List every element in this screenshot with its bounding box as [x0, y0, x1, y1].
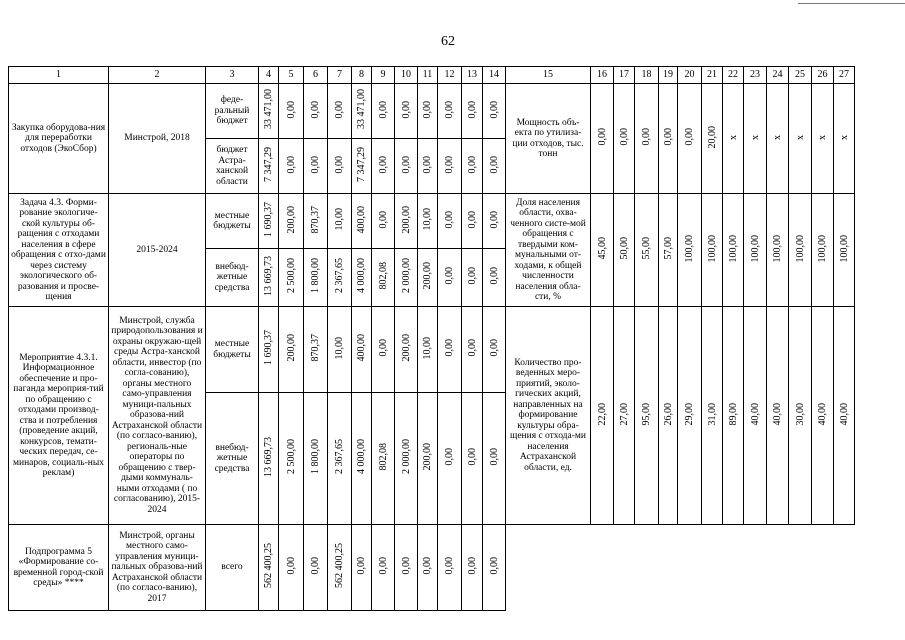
amount-cell-text: 0,00: [334, 155, 345, 173]
funding-source-cell: [206, 84, 259, 139]
amount-cell-text: 200,00: [285, 205, 297, 233]
amount-cell-text: 400,00: [356, 205, 367, 233]
amount-cell: [372, 84, 395, 139]
amount-cell-text: 0,00: [334, 100, 345, 118]
executor-cell: [109, 84, 206, 194]
amount-cell: [462, 525, 483, 611]
indicator-cell-text: Доля населения области, охва-ченного систе-мой обращения с твердыми ком-мунальными от-ходами, к общей численности населения обла-сти, %: [510, 197, 586, 302]
amount-cell-text: 4 000,00: [356, 258, 367, 294]
indicator-cell-text: Количество про-веденных меро-приятий, эколо-гических акций, направленных на формирование культуры обра-щения с отхода-ми населения Астраханской области, ед.: [510, 357, 586, 473]
amount-cell: [304, 84, 328, 139]
amount-cell: [395, 139, 418, 194]
amount-cell-text: 0,00: [422, 100, 433, 118]
indicator-value-cell: [767, 194, 789, 307]
amount-cell: [304, 194, 328, 249]
amount-cell-text: 0,00: [377, 339, 389, 357]
column-number: 7: [328, 67, 352, 84]
amount-cell: [418, 194, 438, 249]
amount-cell-text: 0,00: [356, 557, 367, 575]
column-number: 8: [352, 67, 372, 84]
amount-cell: [418, 84, 438, 139]
column-number: 11: [418, 67, 438, 84]
amount-cell-text: 200,00: [400, 334, 412, 362]
amount-cell-text: 0,00: [444, 100, 455, 118]
indicator-value-cell-text: 100,00: [706, 234, 718, 262]
amount-cell: [328, 393, 352, 525]
amount-cell: [372, 194, 395, 249]
amount-cell-text: 2 367,65: [334, 258, 345, 294]
amount-cell: [352, 84, 372, 139]
amount-cell: [259, 194, 279, 249]
indicator-cell: [506, 84, 591, 194]
amount-cell-text: 2 367,65: [334, 439, 345, 475]
indicator-cell: [506, 194, 591, 307]
top-edge-line: [798, 3, 905, 4]
amount-cell: [438, 139, 462, 194]
executor-cell: [109, 194, 206, 307]
indicator-value-cell: [723, 84, 744, 194]
table-row: [9, 307, 855, 393]
funding-source-cell: [206, 139, 259, 194]
indicator-value-cell: [767, 84, 789, 194]
amount-cell-text: 0,00: [310, 100, 321, 118]
amount-cell: [352, 393, 372, 525]
amount-cell-text: 200,00: [422, 443, 433, 471]
indicator-value-cell-text: 89,00: [727, 402, 739, 425]
amount-cell: [483, 139, 506, 194]
amount-cell-text: 0,00: [466, 557, 478, 575]
amount-cell-text: 0,00: [444, 339, 455, 357]
amount-cell: [395, 393, 418, 525]
amount-cell-text: 0,00: [444, 557, 455, 575]
amount-cell: [462, 307, 483, 393]
amount-cell: [328, 249, 352, 307]
indicator-value-cell: [812, 307, 834, 525]
indicator-value-cell: [591, 84, 614, 194]
indicator-value-cell: [702, 307, 723, 525]
amount-cell-text: 0,00: [400, 557, 412, 575]
amount-cell-text: 10,00: [422, 208, 433, 231]
indicator-value-cell: [723, 194, 744, 307]
funding-source-cell-text: местные бюджеты: [213, 339, 251, 360]
amount-cell: [395, 194, 418, 249]
indicator-value-cell-text: 0,00: [618, 128, 630, 146]
row-name-cell-text: Мероприятие 4.3.1. Информационное обеспечение и про-паганда мероприя-тий по обращению с отходами производ-ства и потребления (проведение акций, конкурсов, темати-ческих передач, се-минаров, социаль-ных реклам): [12, 352, 105, 478]
amount-cell: [279, 307, 304, 393]
column-number: 22: [723, 67, 744, 84]
column-number: 17: [614, 67, 635, 84]
funding-source-cell: [206, 393, 259, 525]
amount-cell: [352, 525, 372, 611]
amount-cell: [279, 84, 304, 139]
amount-cell: [259, 393, 279, 525]
indicator-value-cell: [635, 194, 659, 307]
indicator-value-cell-text: х: [749, 135, 761, 141]
amount-cell-text: 0,00: [466, 339, 478, 357]
budget-table: [8, 66, 855, 611]
indicator-value-cell-text: 30,00: [794, 402, 806, 425]
amount-cell-text: 2 000,00: [400, 439, 412, 475]
indicator-value-cell: [812, 194, 834, 307]
column-number: 4: [259, 67, 279, 84]
indicator-value-cell-text: 20,00: [706, 125, 718, 148]
amount-cell-text: 200,00: [422, 262, 433, 290]
row-name-cell-text: Задача 4.3. Форми-рование экологиче-ской культуры об-ращения с отходами населения в сфере обращения с отхо-дами через систему экологического об-разования и просве-щения: [11, 197, 106, 302]
column-number: 16: [591, 67, 614, 84]
amount-cell-text: 0,00: [377, 100, 389, 118]
indicator-value-cell: [812, 84, 834, 194]
amount-cell-text: 33 471,00: [356, 89, 367, 130]
amount-cell: [418, 525, 438, 611]
amount-cell-text: 0,00: [285, 557, 297, 575]
indicator-value-cell: [834, 84, 855, 194]
amount-cell: [483, 525, 506, 611]
indicator-value-cell-text: 27,00: [618, 402, 630, 425]
indicator-cell: [506, 307, 591, 525]
amount-cell: [279, 194, 304, 249]
amount-cell-text: 870,37: [310, 334, 321, 362]
amount-cell: [372, 139, 395, 194]
indicator-value-cell-text: 45,00: [596, 237, 608, 260]
funding-source-cell: [206, 249, 259, 307]
amount-cell: [438, 525, 462, 611]
column-number: 21: [702, 67, 723, 84]
amount-cell-text: 0,00: [377, 155, 389, 173]
amount-cell: [462, 194, 483, 249]
amount-cell-text: 0,00: [488, 339, 500, 357]
indicator-value-cell: [635, 307, 659, 525]
amount-cell: [483, 194, 506, 249]
indicator-value-cell-text: 57,00: [662, 237, 674, 260]
funding-source-cell-text: внебюд-жетные средства: [214, 261, 250, 293]
amount-cell: [372, 249, 395, 307]
amount-cell-text: 0,00: [488, 267, 500, 285]
amount-cell: [328, 525, 352, 611]
amount-cell: [259, 139, 279, 194]
amount-cell-text: 7 347,29: [356, 146, 367, 182]
indicator-value-cell: [744, 307, 767, 525]
amount-cell-text: 0,00: [444, 448, 455, 466]
amount-cell: [395, 84, 418, 139]
amount-cell: [462, 84, 483, 139]
amount-cell-text: 0,00: [466, 100, 478, 118]
executor-cell-text: 2015-2024: [136, 244, 178, 255]
amount-cell: [462, 139, 483, 194]
amount-cell: [328, 84, 352, 139]
indicator-value-cell: [789, 194, 812, 307]
indicator-value-cell-text: 31,00: [706, 402, 718, 425]
amount-cell-text: 13 669,73: [263, 436, 274, 477]
indicator-value-cell-text: 100,00: [749, 234, 761, 262]
funding-source-cell-text: феде-ральный бюджет: [214, 95, 250, 127]
executor-cell: [109, 525, 206, 611]
column-number: 10: [395, 67, 418, 84]
indicator-value-cell: [767, 307, 789, 525]
amount-cell: [462, 393, 483, 525]
column-number: 20: [678, 67, 702, 84]
column-number: 27: [834, 67, 855, 84]
amount-cell-text: 2 500,00: [285, 258, 297, 294]
amount-cell-text: 0,00: [310, 155, 321, 173]
empty-area: [506, 525, 855, 611]
amount-cell: [304, 307, 328, 393]
amount-cell-text: 13 669,73: [263, 255, 274, 296]
amount-cell: [328, 307, 352, 393]
amount-cell-text: 7 347,29: [263, 146, 274, 182]
amount-cell-text: 0,00: [444, 155, 455, 173]
amount-cell: [418, 307, 438, 393]
indicator-value-cell: [834, 307, 855, 525]
amount-cell: [259, 525, 279, 611]
executor-cell-text: Минстрой, органы местного само-управления муници-пальных образова-ний Астраханской области (по согласо-ванию), 2017: [111, 530, 203, 604]
amount-cell-text: 400,00: [356, 334, 367, 362]
indicator-value-cell: [614, 307, 635, 525]
indicator-value-cell-text: 40,00: [772, 402, 783, 425]
indicator-value-cell: [789, 84, 812, 194]
amount-cell: [328, 194, 352, 249]
indicator-value-cell: [659, 194, 678, 307]
table-row: [9, 194, 855, 249]
indicator-value-cell-text: 0,00: [641, 128, 652, 146]
amount-cell: [438, 393, 462, 525]
amount-cell: [372, 307, 395, 393]
amount-cell: [352, 307, 372, 393]
amount-cell-text: 0,00: [377, 210, 389, 228]
funding-source-cell-text: внебюд-жетные средства: [214, 442, 250, 474]
indicator-value-cell: [702, 194, 723, 307]
amount-cell: [438, 307, 462, 393]
executor-cell: [109, 307, 206, 525]
funding-source-cell-text: местные бюджеты: [213, 210, 251, 231]
amount-cell-text: 0,00: [466, 210, 478, 228]
amount-cell-text: 802,08: [377, 262, 389, 290]
amount-cell: [279, 525, 304, 611]
column-number-row: [9, 67, 855, 84]
indicator-value-cell-text: 40,00: [838, 402, 850, 425]
column-number: 15: [506, 67, 591, 84]
amount-cell: [304, 393, 328, 525]
amount-cell: [304, 249, 328, 307]
indicator-value-cell-text: 100,00: [794, 234, 806, 262]
indicator-value-cell-text: х: [838, 135, 850, 141]
amount-cell: [483, 393, 506, 525]
amount-cell: [279, 249, 304, 307]
column-number: 1: [9, 67, 109, 84]
indicator-value-cell-text: 29,00: [684, 402, 695, 425]
amount-cell-text: 0,00: [310, 557, 321, 575]
amount-cell: [304, 525, 328, 611]
amount-cell: [395, 307, 418, 393]
page-number: 62: [441, 34, 455, 49]
amount-cell-text: 2 500,00: [285, 439, 297, 475]
amount-cell-text: 0,00: [488, 557, 500, 575]
column-number: 18: [635, 67, 659, 84]
amount-cell: [483, 84, 506, 139]
amount-cell: [372, 393, 395, 525]
indicator-value-cell-text: 0,00: [684, 128, 695, 146]
column-number: 2: [109, 67, 206, 84]
column-number: 26: [812, 67, 834, 84]
indicator-value-cell: [702, 84, 723, 194]
indicator-value-cell: [678, 194, 702, 307]
amount-cell: [279, 139, 304, 194]
column-number: 5: [279, 67, 304, 84]
amount-cell-text: 0,00: [400, 155, 412, 173]
amount-cell-text: 0,00: [377, 557, 389, 575]
row-name-cell: [9, 194, 109, 307]
indicator-value-cell-text: 0,00: [662, 128, 674, 146]
indicator-value-cell-text: 100,00: [838, 234, 850, 262]
row-name-cell-text: Закупка оборудова-ния для переработки отходов (ЭкоСбор): [11, 122, 106, 154]
indicator-value-cell: [723, 307, 744, 525]
indicator-value-cell-text: 100,00: [727, 234, 739, 262]
indicator-value-cell-text: 55,00: [641, 237, 652, 260]
indicator-value-cell: [789, 307, 812, 525]
funding-source-cell: [206, 307, 259, 393]
amount-cell: [483, 249, 506, 307]
indicator-value-cell-text: х: [817, 135, 828, 141]
indicator-value-cell-text: 95,00: [641, 402, 652, 425]
indicator-value-cell: [614, 84, 635, 194]
amount-cell: [352, 249, 372, 307]
indicator-value-cell-text: 22,00: [596, 402, 608, 425]
indicator-value-cell: [744, 84, 767, 194]
indicator-value-cell-text: 100,00: [684, 234, 695, 262]
column-number: 25: [789, 67, 812, 84]
indicator-value-cell: [678, 84, 702, 194]
funding-source-cell: [206, 525, 259, 611]
amount-cell: [418, 393, 438, 525]
funding-source-cell-text: бюджет Астра-ханской области: [215, 145, 249, 187]
amount-cell: [462, 249, 483, 307]
column-number: 19: [659, 67, 678, 84]
indicator-value-cell-text: 100,00: [772, 234, 783, 262]
amount-cell: [352, 139, 372, 194]
indicator-value-cell-text: 40,00: [749, 402, 761, 425]
amount-cell-text: 562 400,25: [263, 543, 274, 589]
indicator-value-cell: [659, 84, 678, 194]
indicator-value-cell-text: 26,00: [662, 402, 674, 425]
amount-cell: [438, 84, 462, 139]
indicator-value-cell: [614, 194, 635, 307]
indicator-value-cell: [591, 194, 614, 307]
row-name-cell-text: Подпрограмма 5 «Формирование со-временной город-ской среды» ****: [13, 546, 104, 588]
amount-cell-text: 0,00: [400, 100, 412, 118]
amount-cell: [395, 249, 418, 307]
amount-cell-text: 1 800,00: [310, 439, 321, 475]
column-number: 23: [744, 67, 767, 84]
amount-cell: [418, 249, 438, 307]
row-name-cell: [9, 84, 109, 194]
funding-source-cell-text: всего: [221, 562, 243, 573]
funding-source-cell: [206, 194, 259, 249]
amount-cell-text: 0,00: [422, 155, 433, 173]
amount-cell: [352, 194, 372, 249]
amount-cell-text: 870,37: [310, 205, 321, 233]
amount-cell: [259, 84, 279, 139]
column-number: 6: [304, 67, 328, 84]
amount-cell-text: 0,00: [422, 557, 433, 575]
row-name-cell: [9, 307, 109, 525]
amount-cell-text: 4 000,00: [356, 439, 367, 475]
table-row: [9, 84, 855, 139]
indicator-value-cell: [834, 194, 855, 307]
column-number: 12: [438, 67, 462, 84]
amount-cell-text: 10,00: [334, 208, 345, 231]
amount-cell-text: 0,00: [488, 155, 500, 173]
amount-cell: [395, 525, 418, 611]
column-number: 13: [462, 67, 483, 84]
amount-cell-text: 0,00: [285, 155, 297, 173]
row-name-cell: [9, 525, 109, 611]
amount-cell-text: 0,00: [466, 448, 478, 466]
indicator-value-cell-text: 100,00: [817, 234, 828, 262]
indicator-value-cell-text: 50,00: [618, 237, 630, 260]
amount-cell-text: 200,00: [400, 205, 412, 233]
indicator-value-cell-text: 40,00: [817, 402, 828, 425]
indicator-value-cell-text: х: [794, 135, 806, 141]
indicator-value-cell: [659, 307, 678, 525]
amount-cell-text: 0,00: [444, 267, 455, 285]
amount-cell-text: 0,00: [285, 100, 297, 118]
indicator-value-cell: [678, 307, 702, 525]
executor-cell-text: Минстрой, служба природопользования и охраны окружаю-щей среды Астра-ханской области, инвестор (по согла-сованию), органы местного само-управления муници-пальных образова-ний Астраханской области (по согласо-ванию), региональ-ные операторы по обращению с твер-дыми коммуналь-ными отходами ( по согласованию), 2015-2024: [111, 315, 203, 515]
amount-cell: [259, 307, 279, 393]
amount-cell-text: 1 690,37: [263, 330, 274, 366]
executor-cell-text: Минстрой, 2018: [124, 133, 190, 144]
indicator-value-cell: [635, 84, 659, 194]
amount-cell-text: 33 471,00: [263, 89, 274, 130]
amount-cell-text: 0,00: [466, 267, 478, 285]
column-number: 14: [483, 67, 506, 84]
column-number: 3: [206, 67, 259, 84]
amount-cell: [279, 393, 304, 525]
amount-cell-text: 0,00: [488, 210, 500, 228]
table-row: [9, 525, 855, 611]
indicator-value-cell: [744, 194, 767, 307]
indicator-value-cell-text: х: [727, 135, 739, 141]
indicator-value-cell-text: х: [772, 135, 783, 141]
amount-cell-text: 802,08: [377, 443, 389, 471]
amount-cell-text: 0,00: [488, 100, 500, 118]
column-number: 24: [767, 67, 789, 84]
amount-cell-text: 0,00: [466, 155, 478, 173]
amount-cell-text: 10,00: [334, 336, 345, 359]
amount-cell-text: 10,00: [422, 336, 433, 359]
amount-cell: [418, 139, 438, 194]
amount-cell-text: 200,00: [285, 334, 297, 362]
amount-cell: [483, 307, 506, 393]
amount-cell: [438, 194, 462, 249]
amount-cell: [438, 249, 462, 307]
amount-cell-text: 0,00: [488, 448, 500, 466]
amount-cell-text: 562 400,25: [334, 543, 345, 589]
amount-cell: [328, 139, 352, 194]
amount-cell: [259, 249, 279, 307]
amount-cell: [304, 139, 328, 194]
column-number: 9: [372, 67, 395, 84]
amount-cell: [372, 525, 395, 611]
amount-cell-text: 1 690,37: [263, 201, 274, 237]
amount-cell-text: 2 000,00: [400, 258, 412, 294]
indicator-value-cell: [591, 307, 614, 525]
indicator-value-cell-text: 0,00: [596, 128, 608, 146]
amount-cell-text: 1 800,00: [310, 258, 321, 294]
amount-cell-text: 0,00: [444, 210, 455, 228]
indicator-cell-text: Мощность объ-екта по утилиза-ции отходов, тыс. тонн: [512, 117, 584, 159]
